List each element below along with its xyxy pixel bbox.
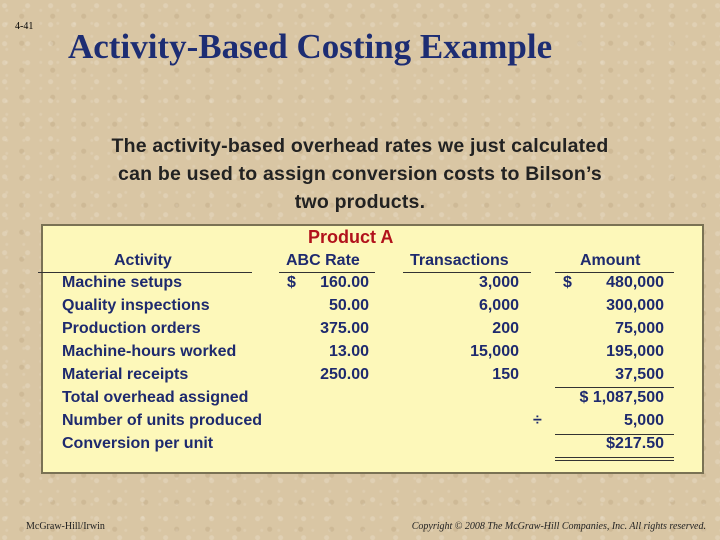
table-row — [0, 320, 720, 343]
footer-copyright: Copyright © 2008 The McGraw-Hill Companies, Inc. All rights reserved. — [411, 521, 706, 532]
activity-cell: Quality inspections — [62, 297, 210, 314]
header-transactions: Transactions — [410, 252, 509, 269]
units-row — [0, 412, 720, 435]
conversion-double-rule-bottom — [555, 460, 674, 461]
total-value: $ 1,087,500 — [579, 389, 664, 406]
total-label: Total overhead assigned — [62, 389, 249, 406]
header-underline-rate — [279, 272, 375, 273]
table-row — [0, 366, 720, 389]
header-underline-amount — [555, 272, 674, 273]
activity-cell: Machine setups — [62, 274, 183, 291]
rate-cell: 13.00 — [328, 343, 369, 360]
rate-currency: $ — [287, 274, 296, 291]
conversion-value: $217.50 — [606, 435, 664, 452]
activity-cell: Machine-hours worked — [62, 343, 237, 360]
header-activity: Activity — [114, 252, 172, 269]
table-row — [0, 343, 720, 366]
amount-cell: 195,000 — [606, 343, 664, 360]
transactions-cell: 3,000 — [478, 274, 519, 291]
conversion-label: Conversion per unit — [62, 435, 214, 452]
rate-cell: 50.00 — [328, 297, 369, 314]
transactions-cell: 15,000 — [470, 343, 519, 360]
amount-cell: 75,000 — [615, 320, 664, 337]
intro-line-2: can be used to assign conversion costs to Bilson’s — [118, 163, 602, 185]
amount-cell: 37,500 — [615, 366, 664, 383]
activity-cell: Production orders — [62, 320, 201, 337]
amount-currency: $ — [563, 274, 572, 291]
rate-cell: 160.00 — [320, 274, 369, 291]
total-rule — [555, 387, 674, 388]
table-row — [0, 297, 720, 320]
table-row — [0, 274, 720, 297]
units-label: Number of units produced — [62, 412, 262, 429]
header-underline-transactions — [403, 272, 531, 273]
total-row — [0, 389, 720, 412]
intro-text — [45, 132, 675, 216]
rate-cell: 250.00 — [320, 366, 369, 383]
slide-title: Activity-Based Costing Example — [68, 27, 553, 66]
activity-cell: Material receipts — [62, 366, 189, 383]
slide-number: 4-41 — [15, 21, 34, 32]
divide-symbol: ÷ — [533, 412, 542, 429]
footer-publisher: McGraw-Hill/Irwin — [26, 521, 105, 532]
transactions-cell: 200 — [492, 320, 519, 337]
conversion-row — [0, 435, 720, 458]
transactions-cell: 6,000 — [478, 297, 519, 314]
intro-line-1: The activity-based overhead rates we just calculated — [111, 135, 609, 157]
header-abc-rate: ABC Rate — [286, 252, 360, 269]
amount-cell: 300,000 — [606, 297, 664, 314]
product-title: Product A — [308, 227, 394, 247]
header-amount: Amount — [580, 252, 641, 269]
units-value: 5,000 — [623, 412, 664, 429]
header-underline-activity — [38, 272, 252, 273]
transactions-cell: 150 — [492, 366, 519, 383]
conversion-double-rule-top — [555, 457, 674, 458]
intro-line-3: two products. — [294, 191, 426, 213]
rate-cell: 375.00 — [320, 320, 369, 337]
amount-cell: 480,000 — [606, 274, 664, 291]
